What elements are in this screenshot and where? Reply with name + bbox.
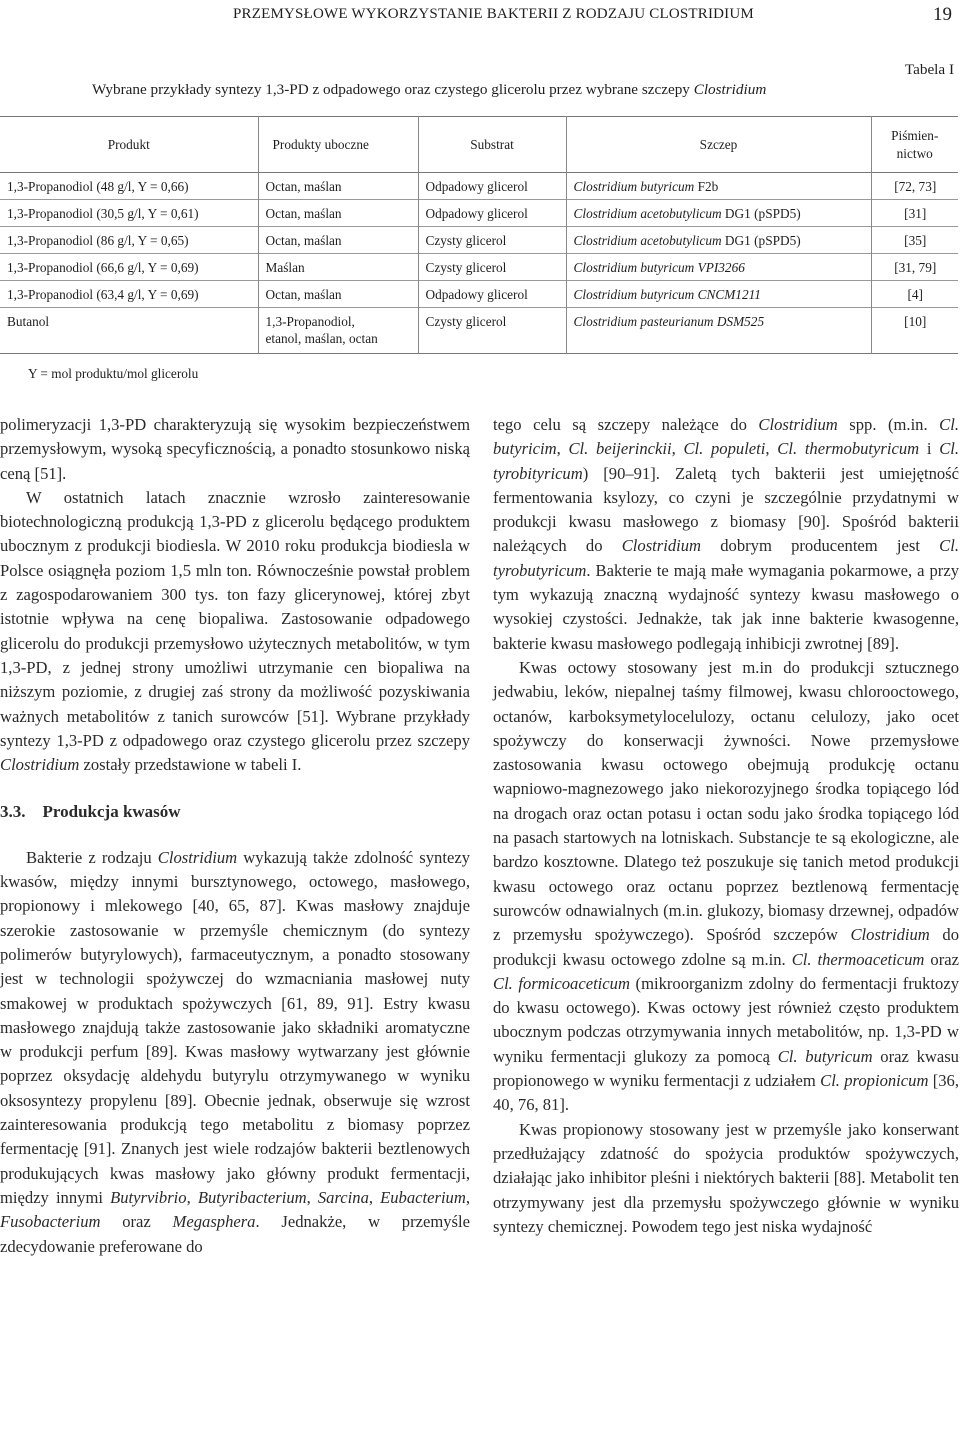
strain-name: Clostridium butyricum	[573, 179, 695, 194]
italic-term: Clostridium	[157, 847, 238, 867]
text-run: (mikroorganizm zdolny do fermentacji fruktozy do kwasu octowego). Kwas octowy jest również często produktem ubocznym podczas otrzymywania innych metabolitów, np. 1,3-PD w wyniku fermentacji glukozy za pomocą	[493, 973, 959, 1066]
section-heading: 3.3. Produkcja kwasów	[0, 802, 181, 822]
strain-name: Clostridium acetobutylicum	[573, 206, 722, 221]
italic-term: Cl. propionicum	[820, 1071, 929, 1091]
cell-byproducts: Octan, maślan	[258, 200, 418, 227]
strain-name: Clostridium butyricum VPI3266	[573, 260, 745, 275]
header-strain: Szczep	[566, 117, 871, 173]
text-run: spp. (m.in.	[837, 415, 940, 434]
italic-term: Clostridium	[850, 925, 930, 945]
paragraph	[493, 413, 959, 656]
italic-term: Cl. tyrobityricum	[493, 439, 960, 483]
cell-substrate: Czysty glicerol	[418, 254, 566, 281]
cell-product: Butanol	[0, 308, 258, 354]
text-run: polimeryzacji 1,3-PD charakteryzują się wysokim bezpieczeństwem przemysłowym, wysoką specyficznością, a ponadto stosunkowo niską ceną [51].	[0, 415, 470, 483]
cell-substrate: Czysty glicerol	[418, 227, 566, 254]
text-run: ,	[465, 1187, 470, 1207]
text-run: ,	[671, 439, 684, 459]
cell-substrate: Odpadowy glicerol	[418, 200, 566, 227]
paragraph	[493, 1118, 959, 1239]
text-run: zostały przedstawione w tabeli I.	[79, 755, 302, 775]
text-run: do produkcji kwasu octowego zdolne są m.in.	[493, 925, 959, 969]
left-column	[0, 413, 470, 1259]
header-byproducts: Produkty uboczne	[258, 117, 418, 173]
italic-term: Megasphera	[172, 1212, 256, 1232]
text-run: Kwas propionowy stosowany jest w przemyśle jako konserwant przedłużający zdatność do spożycia produktów spożywczych, działając jako inhibitor pleśni i niektórych bakterii [88]. Metabolit ten otrzymywany jest dla przemysłu spożywczego głównie w wyniku syntezy chemicznej. Powodem tego jest niska wydajność	[493, 1119, 959, 1236]
italic-term: Butyrvibrio	[110, 1187, 187, 1207]
table-row	[0, 254, 958, 281]
cell-byproducts: 1,3-Propanodiol, etanol, maślan, octan	[258, 308, 418, 354]
paragraph	[0, 846, 470, 1259]
paragraph	[0, 413, 470, 486]
cell-substrate: Odpadowy glicerol	[418, 281, 566, 308]
text-run: Kwas octowy stosowany jest m.in do produkcji sztucznego jedwabiu, leków, niepalnej taśmy filmowej, kwasu chlorooctowego, octanów, karboksymetylocelulozy, octanu celulozy, jako ocet spożywczy do konserwacji żywności. Nowe przemysłowe zastosowania kwasu octowego obejmują produkcję octanu wapniowo-magnezowego jako niekorozyjnego środka topiącego lód na drogach oraz octan potasu i octan sodu jako środka topiącego lód na pasach startowych na lotniskach. Substancje te są ekologiczne, ale bardzo kosztowne. Dlatego też poszukuje się tanich metod produkcji kwasu octowego oraz octanu poprzez beztlenową fermentację surowców odnawialnych (m.in. glukozy, biomasy drzewnej, odpadów z przemysłu spożywczego). Spośród szczepów	[493, 657, 959, 945]
italic-term: Cl. butyricum	[777, 1046, 873, 1066]
text-run: ) [90–91]. Zaletą tych bakterii jest umiejętność fermentowania ksylozy, co czyni je szczególnie przydatnymi w produkcji kwasu masłowego z biomasy [90]. Spośród bakterii należących do	[493, 463, 959, 556]
cell-strain	[566, 173, 871, 200]
italic-term: Cl. formicoaceticum	[493, 973, 630, 993]
cell-reference: [72, 73]	[894, 179, 937, 194]
table-caption-genus: Clostridium	[693, 81, 767, 98]
italic-term: Cl. butyricim	[493, 415, 959, 459]
cell-reference: [31, 79]	[894, 260, 937, 275]
paragraph	[0, 486, 470, 778]
italic-term: Clostridium	[0, 755, 80, 775]
page-number: 19	[933, 4, 952, 25]
italic-term: Clostridium	[621, 536, 702, 556]
text-run: ,	[368, 1187, 381, 1207]
cell-product: 1,3-Propanodiol (30,5 g/l, Y = 0,61)	[0, 200, 258, 227]
table-row	[0, 281, 958, 308]
data-table	[0, 116, 958, 354]
italic-term: Cl. thermoaceticum	[791, 949, 925, 969]
cell-strain	[566, 200, 871, 227]
strain-suffix: DG1 (pSPD5)	[721, 206, 801, 221]
header-product: Produkt	[0, 117, 258, 173]
table-label: Tabela I	[904, 61, 954, 78]
table-row	[0, 308, 958, 354]
cell-strain	[566, 308, 871, 354]
text-run: oraz kwasu propionowego w wyniku fermentacji z udziałem	[493, 1046, 959, 1091]
strain-name: Clostridium acetobutylicum	[573, 233, 722, 248]
table-row	[0, 173, 958, 200]
text-run: dobrym producentem jest	[701, 536, 940, 556]
paragraph	[493, 656, 959, 1118]
italic-term: Cl. tyrobutyricum	[493, 536, 959, 580]
table-footnote: Y = mol produktu/mol glicerolu	[28, 366, 199, 381]
cell-product: 1,3-Propanodiol (63,4 g/l, Y = 0,69)	[0, 281, 258, 308]
running-header	[0, 4, 960, 26]
italic-term: Cl. populeti	[683, 439, 766, 459]
cell-byproducts: Octan, maślan	[258, 173, 418, 200]
text-run: [36, 40, 76, 81].	[493, 1071, 959, 1115]
strain-name: Clostridium butyricum CNCM1211	[573, 287, 761, 302]
cell-product: 1,3-Propanodiol (48 g/l, Y = 0,66)	[0, 173, 258, 200]
text-run: tego celu są szczepy należące do	[493, 415, 759, 434]
strain-suffix: DG1 (pSPD5)	[721, 233, 801, 248]
right-column	[493, 413, 959, 1239]
cell-reference: [10]	[904, 314, 927, 329]
header-substrate: Substrat	[418, 117, 566, 173]
text-run: . Jednakże, w przemyśle zdecydowanie preferowane do	[0, 1212, 470, 1256]
text-run: ,	[306, 1187, 318, 1207]
text-run: oraz	[100, 1212, 173, 1232]
table-row	[0, 227, 958, 254]
cell-reference: [31]	[904, 206, 927, 221]
strain-suffix: F2b	[694, 179, 719, 194]
cell-product: 1,3-Propanodiol (66,6 g/l, Y = 0,69)	[0, 254, 258, 281]
italic-term: Cl. thermobutyricum	[777, 439, 920, 459]
cell-strain	[566, 254, 871, 281]
table-row	[0, 200, 958, 227]
cell-reference: [4]	[907, 287, 923, 302]
italic-term: Butyribacterium	[197, 1187, 307, 1207]
cell-byproducts: Octan, maślan	[258, 281, 418, 308]
text-run: wykazują także zdolność syntezy kwasów, między innymi bursztynowego, octowego, masłowego, propionowy i mlekowego [40, 65, 87]. Kwas masłowy znajduje szerokie zastosowanie w przemyśle chemicznym (do syntezy polimerów butyrylowych), farmaceutycznym, a ponadto stosowany jest w technologii spożywczej do wzmacniania masłowej nuty smakowej w produktach spożywczych [61, 89, 91]. Estry kwasu masłowego znajdują także zastosowanie jako składniki aromatyczne w produkcji perfum [89]. Kwas masłowy wytwarzany jest głównie poprzez oksydację aldehydu butyrylu otrzymywanego w wyniku oksosyntezy propylenu [89]. Obecnie jednak, obserwuje się wzrost zainteresowania produkcją tego metabolitu z biomasy poprzez fermentację [91]. Znanych jest wiele rodzajów bakterii beztlenowych produkujących kwas masłowy jako główny produkt fermentacji, między innymi	[0, 847, 470, 1207]
cell-byproducts: Maślan	[258, 254, 418, 281]
cell-byproducts: Octan, maślan	[258, 227, 418, 254]
cell-product: 1,3-Propanodiol (86 g/l, Y = 0,65)	[0, 227, 258, 254]
italic-term: Clostridium	[758, 415, 838, 434]
table-caption	[92, 81, 766, 99]
text-run: W ostatnich latach znacznie wzrosło zainteresowanie biotechnologiczną produkcją 1,3-PD z glicerolu będącego produktem ubocznym z produkcji biodiesla. W 2010 roku produkcja biodiesla w Polsce osiągnęła poziom 1,5 mln ton. Równocześnie powstał problem z zagospodarowaniem 300 tys. ton fazy glicerynowej, której zbyt istotnie wpływa na cenę biopaliwa. Zastosowanie odpadowego glicerolu do produkcji przemysłowo użytecznych metabolitów, w tym 1,3-PD, z jednej strony umożliwi utrzymanie cen biopaliwa na niższym poziomie, z drugiej zaś strony da możliwość pozyskiwania ważnych metabolitów z tanich surowców [51]. Wybrane przykłady syntezy 1,3-PD z odpadowego oraz czystego glicerolu przez szczepy	[0, 487, 470, 750]
cell-strain	[566, 227, 871, 254]
text-run: ,	[186, 1187, 198, 1207]
cell-substrate: Czysty glicerol	[418, 308, 566, 354]
strain-name: Clostridium pasteurianum DSM525	[573, 314, 765, 329]
italic-term: Fusobacterium	[0, 1212, 101, 1232]
table-header-row	[0, 117, 958, 173]
text-run: ,	[556, 439, 569, 459]
header-references: Piśmien- nictwo	[891, 127, 939, 161]
text-run: ,	[765, 439, 778, 459]
italic-term: Cl. beijerinckii	[568, 439, 672, 459]
cell-substrate: Odpadowy glicerol	[418, 173, 566, 200]
italic-term: Eubacterium	[380, 1187, 466, 1207]
running-title: PRZEMYSŁOWE WYKORZYSTANIE BAKTERII Z RODZAJU CLOSTRIDIUM	[233, 6, 754, 22]
text-run: oraz	[924, 949, 959, 969]
italic-term: Sarcina	[317, 1187, 369, 1207]
text-run: Bakterie z rodzaju	[26, 847, 158, 867]
text-run: . Bakterie te mają małe wymagania pokarmowe, a przy tym wykazują znaczną wydajność syntezy kwasu masłowego o wysokiej czystości. Jednakże, tak jak inne bakterie kwasogenne, bakterie kwasu masłowego podlegają inhibicji zwrotnej [89].	[493, 560, 959, 653]
cell-strain	[566, 281, 871, 308]
cell-reference: [35]	[904, 233, 927, 248]
text-run: i	[919, 439, 940, 459]
table-caption-row	[0, 60, 960, 100]
table-caption-text: Wybrane przykłady syntezy 1,3-PD z odpadowego oraz czystego glicerolu przez wybrane szczepy	[92, 81, 694, 98]
